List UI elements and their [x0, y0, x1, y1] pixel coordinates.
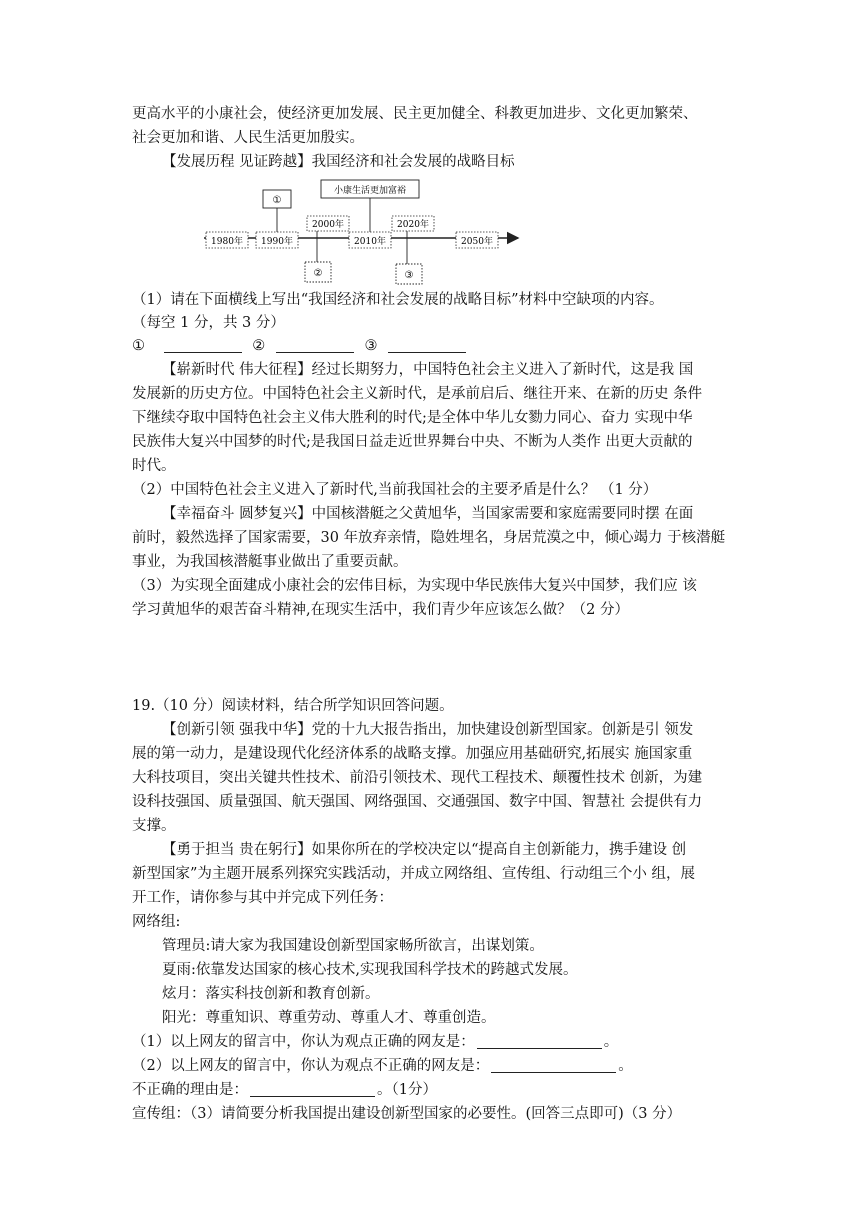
- text-line: 更高水平的小康社会，使经济更加发展、民主更加健全、科教更加进步、文化更加繁荣、: [132, 106, 698, 122]
- diagram-blank-2: [305, 262, 331, 282]
- network-group-heading: 网络组:: [132, 914, 181, 930]
- year-label-2050: 2050年: [461, 237, 493, 247]
- text-line: 社会更加和谐、人民生活更加殷实。: [132, 130, 364, 146]
- box-xiaokang-label: 小康生活更加富裕: [333, 186, 407, 196]
- question-19-2: [132, 1056, 633, 1076]
- answer-blank-reason[interactable]: [250, 1082, 375, 1097]
- section-happiness: 【幸福奋斗 圆梦复兴】中国核潜艇之父黄旭华，当国家需要和家庭需要同时摆 在面: [162, 506, 694, 522]
- answer-blank-3[interactable]: [388, 338, 466, 353]
- comment-xiayu: 夏雨:依靠发达国家的核心技术,实现我国科学技术的跨越式发展。: [162, 962, 578, 978]
- text-line: 支撑。: [132, 818, 176, 834]
- answer-marker-3: ③: [364, 338, 378, 354]
- answer-blank-correct[interactable]: [477, 1034, 602, 1049]
- year-box-2050: [456, 232, 498, 248]
- year-box-1990: [256, 232, 298, 248]
- question-19-1-text: （1）以上网友的留言中，你认为观点正确的网友是：: [132, 1034, 475, 1050]
- question-3: （3）为实现全面建成小康社会的宏伟目标，为实现中华民族伟大复兴中国梦，我们应 该: [132, 578, 697, 594]
- question-19-1: [132, 1032, 618, 1052]
- section-new-era: 【崭新时代 伟大征程】经过长期努力，中国特色社会主义进入了新时代，这是我 国: [162, 362, 694, 378]
- text-line: 学习黄旭华的艰苦奋斗精神,在现实生活中，我们青少年应该怎么做？（2 分）: [132, 602, 629, 618]
- text-line: 发展新的历史方位。中国特色社会主义新时代，是承前启后、继往开来、在新的历史 条件: [132, 386, 703, 402]
- year-box-2000: [307, 216, 349, 231]
- year-label-2020: 2020年: [397, 220, 429, 230]
- question-19-3: 宣传组：（3）请简要分析我国提出建设创新型国家的必要性。(回答三点即可)（3 分）: [132, 1106, 682, 1122]
- comment-xuanyue: 炫月：落实科技创新和教育创新。: [162, 986, 380, 1002]
- comment-yangguang: 阳光：尊重知识、尊重劳动、尊重人才、尊重创造。: [162, 1010, 496, 1026]
- diagram-blank-3-label: ③: [404, 270, 414, 281]
- answer-blank-incorrect[interactable]: [491, 1058, 616, 1073]
- answer-blank-1[interactable]: [164, 338, 242, 353]
- section-innovation: 【创新引领 强我中华】党的十九大报告指出，加快建设创新型国家。创新是引 领发: [162, 722, 694, 738]
- diagram-blank-1: [263, 190, 291, 208]
- text-line: 开工作，请你参与其中并完成下列任务：: [132, 890, 393, 906]
- comment-admin: 管理员:请大家为我国建设创新型国家畅所欲言，出谋划策。: [162, 938, 544, 954]
- diagram-blank-1-label: ①: [272, 195, 282, 206]
- year-label-1980: 1980年: [211, 237, 243, 247]
- year-label-2010: 2010年: [354, 237, 386, 247]
- question-19-2-reason-text: 不正确的理由是：: [132, 1082, 248, 1098]
- answer-marker-1: ①: [132, 338, 145, 354]
- diagram-blank-2-label: ②: [313, 268, 323, 279]
- text-line: 民族伟大复兴中国梦的时代;是我国日益走近世界舞台中央、不断为人类作 出更大贡献的: [132, 434, 693, 450]
- answer-marker-2: ②: [252, 338, 266, 354]
- year-label-1990: 1990年: [261, 237, 293, 247]
- section-responsibility: 【勇于担当 贵在躬行】如果你所在的学校决定以“提高自主创新能力，携手建设 创: [162, 842, 687, 858]
- question-19-2-text: （2）以上网友的留言中，你认为观点不正确的网友是：: [132, 1058, 490, 1074]
- question-2: （2）中国特色社会主义进入了新时代,当前我国社会的主要矛盾是什么？ （1 分）: [132, 482, 658, 498]
- answer-blanks-row: [132, 336, 472, 356]
- year-box-1980: [206, 232, 248, 248]
- text-line: 设科技强国、质量强国、航天强国、网络强国、交通强国、数字中国、智慧社 会提供有力: [132, 794, 703, 810]
- year-box-2010: [349, 232, 391, 248]
- box-xiaokang: [321, 180, 419, 198]
- question-19-1-end: 。: [603, 1034, 619, 1050]
- text-line: 大科技项目，突出关键共性技术、前沿引领技术、现代工程技术、颠覆性技术 创新，为建: [132, 770, 703, 786]
- year-box-2020: [392, 216, 434, 231]
- answer-blank-2[interactable]: [276, 338, 354, 353]
- text-line: 前时，毅然选择了国家需要，30 年放弃亲情，隐姓埋名，身居荒漠之中，倾心竭力 于核潜艇: [132, 530, 726, 546]
- year-label-2000: 2000年: [312, 220, 344, 230]
- text-line: 下继续夺取中国特色社会主义伟大胜利的时代;是全体中华儿女勠力同心、奋力 实现中华: [132, 410, 693, 426]
- diagram-blank-3: [396, 264, 422, 284]
- question-19-2-reason-end: 。（1分）: [377, 1082, 437, 1098]
- strategic-goals-timeline: [200, 176, 530, 288]
- text-line: 时代。: [132, 458, 176, 474]
- text-line: 事业，为我国核潜艇事业做出了重要贡献。: [132, 554, 408, 570]
- question-19-2-reason: [132, 1080, 437, 1100]
- question-19-2-end: 。: [618, 1058, 633, 1074]
- question-1-score: （每空 1 分，共 3 分）: [132, 315, 285, 331]
- question-19-title: 19.（10 分）阅读材料，结合所学知识回答问题。: [132, 698, 454, 714]
- question-1: （1）请在下面横线上写出“我国经济和社会发展的战略目标”材料中空缺项的内容。: [132, 292, 664, 308]
- section-heading-development: 【发展历程 见证跨越】我国经济和社会发展的战略目标: [162, 154, 515, 170]
- text-line: 新型国家”为主题开展系列探究实践活动，并成立网络组、宣传组、行动组三个小 组，展: [132, 866, 696, 882]
- text-line: 展的第一动力，是建设现代化经济体系的战略支撑。加强应用基础研究,拓展实 施国家重: [132, 746, 693, 762]
